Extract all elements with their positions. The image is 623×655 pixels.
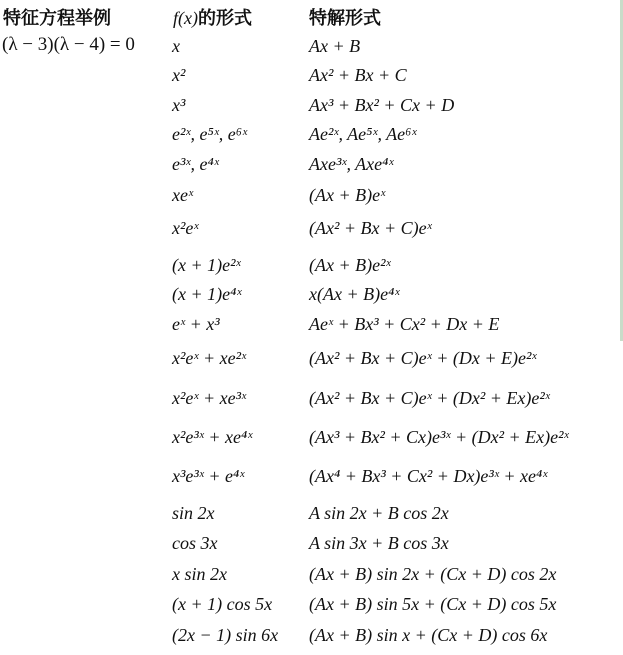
row-12-fx: x²eˣ + xe³ˣ xyxy=(172,388,247,408)
row-12-solution: (Ax² + Bx + C)eˣ + (Dx² + Ex)e²ˣ xyxy=(309,388,550,408)
row-19-solution: (Ax + B) sin x + (Cx + D) cos 6x xyxy=(309,625,548,645)
header-characteristic-equation: 特征方程举例 xyxy=(3,8,111,29)
row-16-solution: A sin 3x + B cos 3x xyxy=(309,533,449,553)
row-17-fx: x sin 2x xyxy=(172,564,227,584)
row-5-fx: e³ˣ, e⁴ˣ xyxy=(172,154,219,174)
row-18-fx: (x + 1) cos 5x xyxy=(172,594,273,614)
row-13-solution: (Ax³ + Bx² + Cx)e³ˣ + (Dx² + Ex)e²ˣ xyxy=(309,427,569,447)
row-18-solution: (Ax + B) sin 5x + (Cx + D) cos 5x xyxy=(309,594,557,614)
header-fx-math: f(x) xyxy=(173,8,198,28)
header-particular-solution: 特解形式 xyxy=(309,8,381,29)
row-11-fx: x²eˣ + xe²ˣ xyxy=(172,348,247,368)
header-fx-suffix: 的形式 xyxy=(197,8,252,29)
row-8-fx: (x + 1)e²ˣ xyxy=(172,255,241,275)
row-2-solution: Ax² + Bx + C xyxy=(309,65,407,85)
row-15-fx: sin 2x xyxy=(172,503,215,523)
row-3-fx: x³ xyxy=(172,95,186,115)
row-17-solution: (Ax + B) sin 2x + (Cx + D) cos 2x xyxy=(309,564,557,584)
row-4-fx: e²ˣ, e⁵ˣ, e⁶ˣ xyxy=(172,124,248,144)
row-16-fx: cos 3x xyxy=(172,533,218,553)
row-4-solution: Ae²ˣ, Ae⁵ˣ, Ae⁶ˣ xyxy=(309,124,417,144)
row-11-solution: (Ax² + Bx + C)eˣ + (Dx + E)e²ˣ xyxy=(309,348,537,368)
row-14-solution: (Ax⁴ + Bx³ + Cx² + Dx)e³ˣ + xe⁴ˣ xyxy=(309,466,548,486)
row-1-solution: Ax + B xyxy=(309,36,361,56)
characteristic-equation: (λ − 3)(λ − 4) = 0 xyxy=(2,34,135,55)
row-10-fx: eˣ + x³ xyxy=(172,314,220,334)
row-9-fx: (x + 1)e⁴ˣ xyxy=(172,284,242,304)
row-14-fx: x³e³ˣ + e⁴ˣ xyxy=(172,466,245,486)
row-15-solution: A sin 2x + B cos 2x xyxy=(309,503,449,523)
row-10-solution: Aeˣ + Bx³ + Cx² + Dx + E xyxy=(309,314,500,334)
row-7-fx: x²eˣ xyxy=(172,218,199,238)
row-7-solution: (Ax² + Bx + C)eˣ xyxy=(309,218,432,238)
row-6-fx: xeˣ xyxy=(172,185,194,205)
row-19-fx: (2x − 1) sin 6x xyxy=(172,625,279,645)
row-1-fx: x xyxy=(172,36,180,56)
row-6-solution: (Ax + B)eˣ xyxy=(309,185,386,205)
row-2-fx: x² xyxy=(172,65,186,85)
row-8-solution: (Ax + B)e²ˣ xyxy=(309,255,391,275)
row-3-solution: Ax³ + Bx² + Cx + D xyxy=(309,95,455,115)
row-9-solution: x(Ax + B)e⁴ˣ xyxy=(309,284,400,304)
row-5-solution: Axe³ˣ, Axe⁴ˣ xyxy=(309,154,394,174)
header-fx-form xyxy=(173,4,252,30)
row-13-fx: x²e³ˣ + xe⁴ˣ xyxy=(172,427,253,447)
